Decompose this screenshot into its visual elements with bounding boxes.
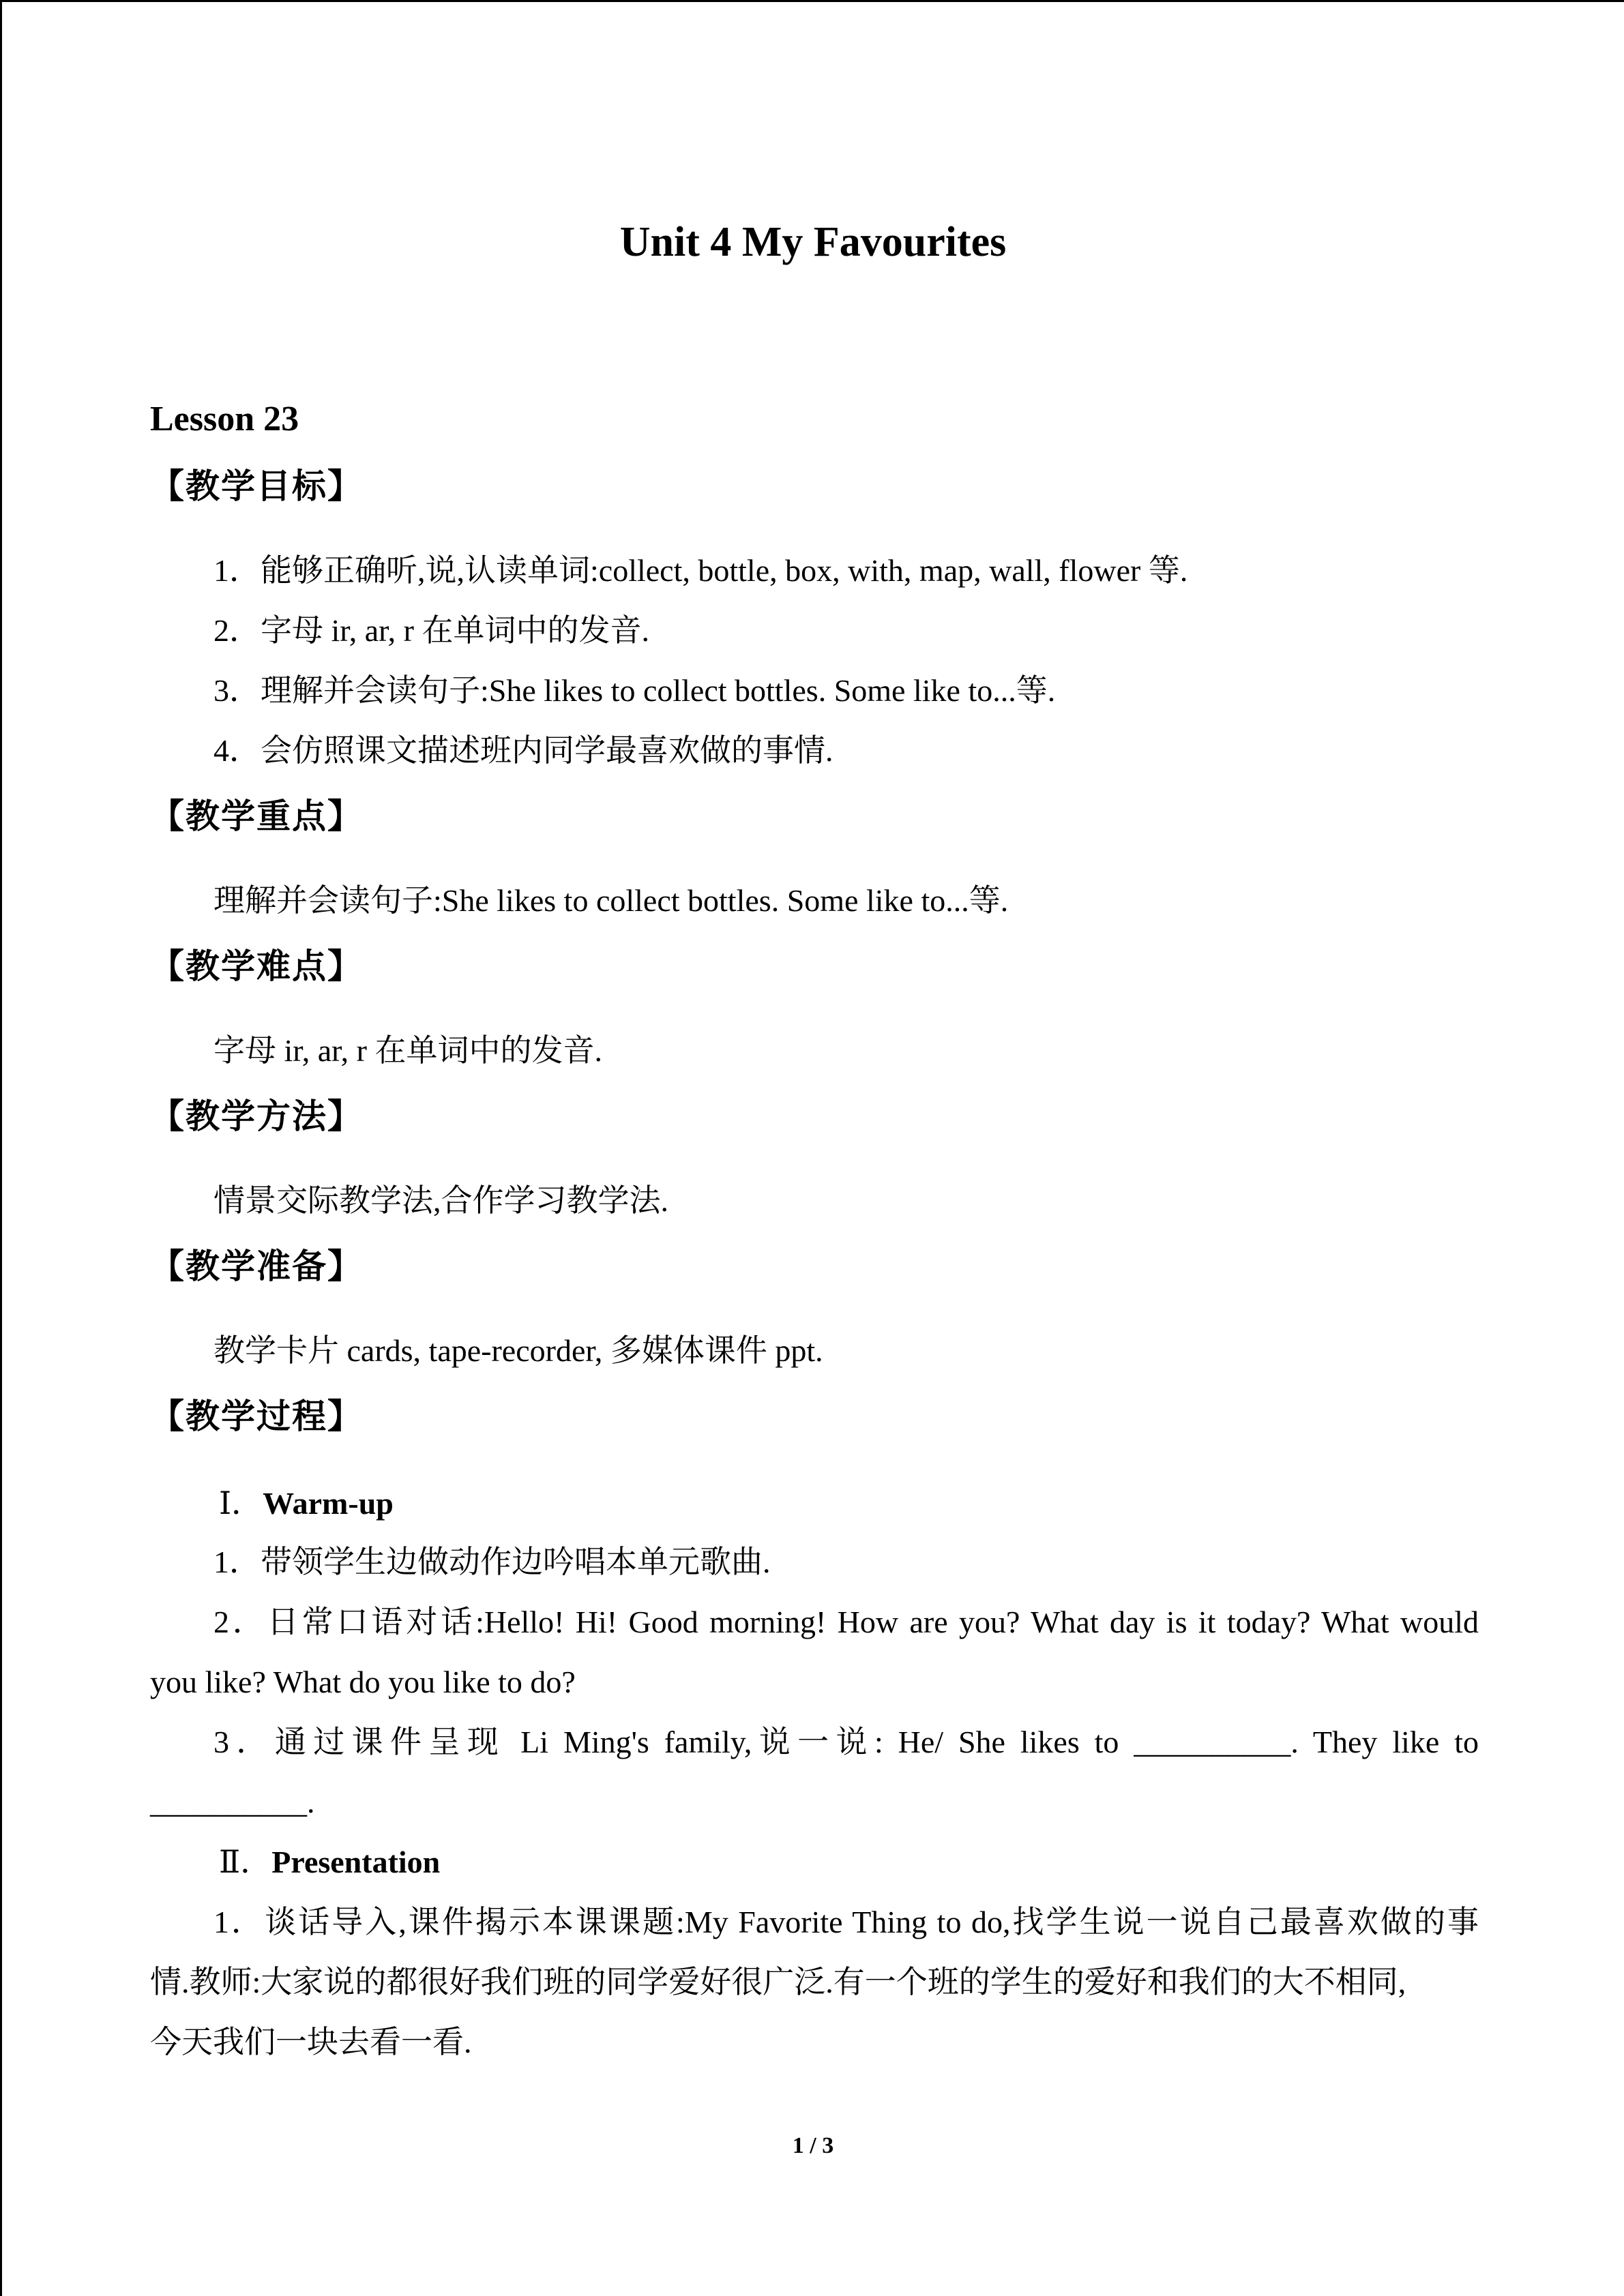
goal-item: 3．理解并会读句子:She likes to collect bottles. Some like to...等. — [213, 673, 1056, 708]
presentation-numeral: Ⅱ． — [219, 1845, 272, 1879]
warmup-label: Warm-up — [263, 1486, 394, 1521]
presentation-label: Presentation — [271, 1845, 441, 1879]
warmup-item-continuation: you like? What do you like to do? — [150, 1665, 576, 1699]
warmup-item: 1．带领学生边做动作边吟唱本单元歌曲. — [213, 1545, 771, 1579]
section-heading-methods: 【教学方法】 — [150, 1097, 363, 1136]
difficulties-text: 字母 ir, ar, r 在单词中的发音. — [213, 1033, 602, 1068]
key-points-text: 理解并会读句子:She likes to collect bottles. Some like to...等. — [213, 883, 1009, 918]
preparation-text: 教学卡片 cards, tape-recorder, 多媒体课件 ppt. — [213, 1333, 823, 1368]
section-heading-key-points: 【教学重点】 — [150, 796, 363, 836]
warmup-subheading — [219, 1476, 394, 1531]
goal-item: 1．能够正确听,说,认读单词:collect, bottle, box, with, map, wall, flower 等. — [213, 553, 1188, 588]
warmup-numeral: Ⅰ． — [219, 1486, 263, 1521]
presentation-item-continuation: 今天我们一块去看一看. — [150, 2025, 472, 2059]
goal-item: 4．会仿照课文描述班内同学最喜欢做的事情. — [213, 733, 833, 768]
section-heading-goals: 【教学目标】 — [150, 466, 363, 506]
presentation-item-continuation: 情.教师:大家说的都很好我们班的同学爱好很广泛.有一个班的学生的爱好和我们的大不相同, — [150, 1965, 1406, 1999]
warmup-item: 2．日常口语对话:Hello! Hi! Good morning! How are you? What day is it today? What would — [213, 1605, 1479, 1639]
warmup-item-continuation: __________. — [150, 1785, 315, 1819]
goal-item: 2．字母 ir, ar, r 在单词中的发音. — [213, 613, 649, 648]
section-heading-difficulties: 【教学难点】 — [150, 946, 363, 986]
section-heading-process: 【教学过程】 — [150, 1397, 363, 1436]
presentation-subheading — [219, 1835, 440, 1890]
lesson-heading: Lesson 23 — [150, 400, 299, 438]
document-title: Unit 4 My Favourites — [619, 219, 1007, 265]
presentation-item: 1．谈话导入,课件揭示本课课题:My Favorite Thing to do,找学生说一说自己最喜欢做的事 — [213, 1905, 1479, 1939]
methods-text: 情景交际教学法,合作学习教学法. — [213, 1183, 668, 1218]
page-number: 1 / 3 — [792, 2133, 834, 2158]
warmup-item: 3．通过课件呈现 Li Ming's family,说一说: He/ She likes to __________. They like to — [213, 1725, 1479, 1759]
section-heading-preparation: 【教学准备】 — [150, 1247, 363, 1286]
